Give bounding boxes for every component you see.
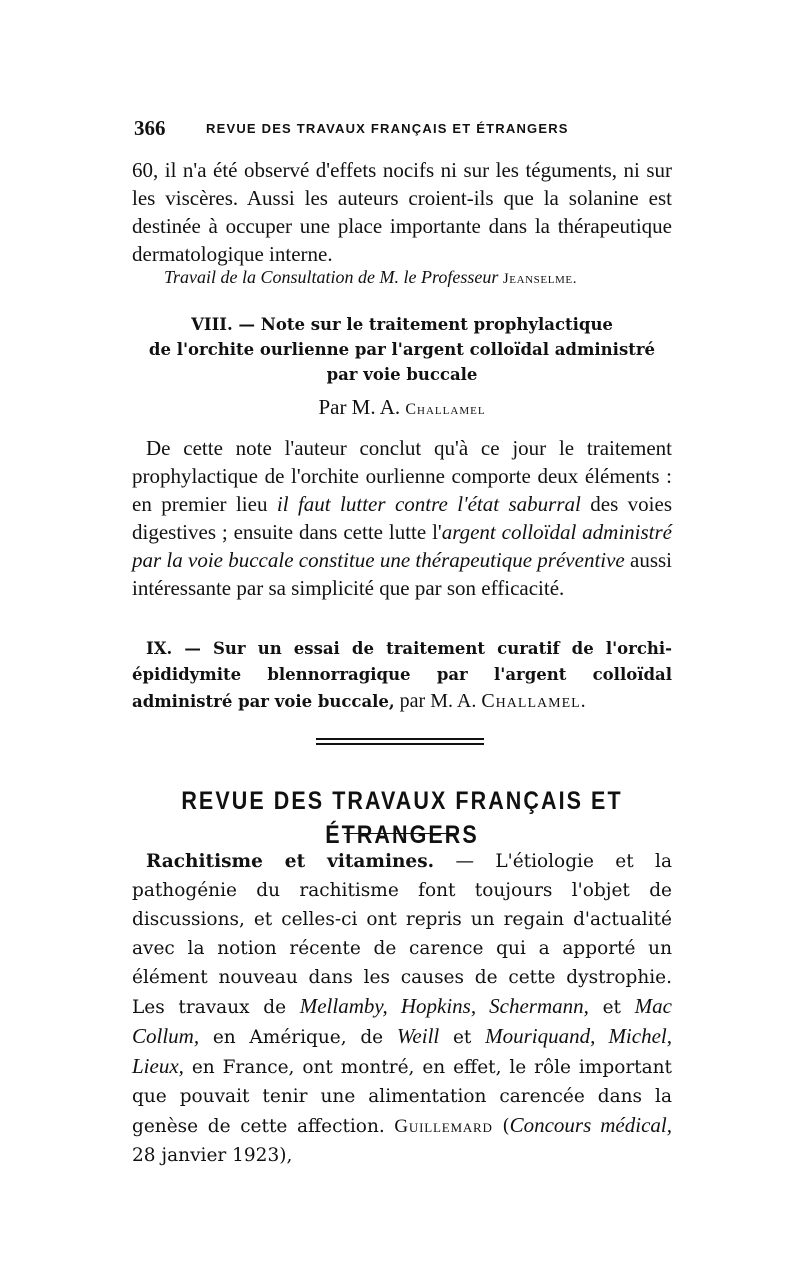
running-title: REVUE DES TRAVAUX FRANÇAIS ET ÉTRANGERS xyxy=(206,121,569,136)
note-ix-author-prefix: par M. A. xyxy=(394,690,482,712)
note-viii-author-prefix: Par M. A. xyxy=(318,395,406,419)
note-viii-body-block xyxy=(132,434,672,602)
note-viii-body-part1: De cette note l'auteur conclut qu'à ce jour le traitement prophylactique de l'orchite ourlienne comporte deux éléments : en premier lieu xyxy=(132,436,672,516)
note-ix-author-name: Challamel. xyxy=(481,690,587,712)
article-rachitisme xyxy=(132,847,672,1170)
article-name3: Weill xyxy=(396,1024,440,1048)
article-text7: 28 janvier 1923), xyxy=(132,1145,293,1166)
article-text3: en Amérique, de xyxy=(199,1027,397,1048)
double-rule-bottom xyxy=(316,743,484,745)
intro-paragraph: 60, il n'a été observé d'effets nocifs ni sur les téguments, ni sur les viscères. Aussi les auteurs croient-ils que la solanine est destinée à occuper une place importante dans la thérapeutique dermatologique interne. xyxy=(132,158,672,266)
intro-paragraph-block xyxy=(132,156,672,268)
note-viii-title-line1: VIII. — Note sur le traitement prophylactique xyxy=(191,315,613,334)
credit-name: Jeanselme. xyxy=(502,271,578,287)
note-viii-body xyxy=(132,434,672,602)
credit-prefix: Travail de la Consultation de M. le Professeur xyxy=(164,267,503,287)
consultation-credit xyxy=(164,264,674,292)
note-viii-author-name: Challamel xyxy=(405,401,486,418)
article-run-in-title: Rachitisme et vitamines. xyxy=(146,851,435,872)
note-viii-body-italic2: argent colloïdal administré par la voie buccale constitue une thérapeutique préventive xyxy=(132,520,672,572)
article-text1: — L'étiologie et la pathogénie du rachitisme font toujours l'objet de discussions, et celles-ci ont repris un regain d'actualité avec la notion récente de carence qui a apporté un élément nouveau dans les causes de cette dystrophie. Les travaux de xyxy=(132,851,672,1018)
article-text6: ( xyxy=(492,1116,510,1137)
note-viii-title-line2: de l'orchite ourlienne par l'argent colloïdal administré xyxy=(148,340,656,359)
article-text2: et xyxy=(588,997,635,1018)
article-text4: et xyxy=(439,1027,486,1048)
note-viii-author xyxy=(132,394,672,423)
note-viii-body-part2: des voies digestives ; ensuite dans cette lutte l' xyxy=(132,492,673,544)
article-name4: Mouriquand, Michel, Lieux, xyxy=(132,1024,672,1078)
note-ix-title-bold: IX. — Sur un essai de traitement curatif de l'orchi-épididymite blennorragique par l'argent colloïdal administré par voie buccale, xyxy=(132,639,672,711)
article-author: Guillemard xyxy=(394,1116,493,1137)
double-rule-top xyxy=(316,738,484,740)
page-number: 366 xyxy=(134,116,166,140)
running-head xyxy=(134,116,680,140)
article-name1: Mellamby, Hopkins, Schermann, xyxy=(299,994,589,1018)
section-rule xyxy=(344,833,456,834)
article-text5: en France, ont montré, en effet, le rôle important que pouvait tenir une alimentation carencée dans la genèse de cette affection. xyxy=(132,1057,672,1137)
note-viii-body-part3: aussi intéressante par sa simplicité que par son efficacité. xyxy=(132,548,673,600)
article-journal: Concours médical, xyxy=(509,1113,672,1137)
note-viii-title-line3: par voie buccale xyxy=(326,365,478,384)
note-ix-title xyxy=(132,636,672,715)
note-viii-body-italic1: il faut lutter contre l'état saburral xyxy=(276,492,581,516)
section-title: REVUE DES TRAVAUX FRANÇAIS ET ÉTRANGERS xyxy=(181,787,623,849)
article-name2: Mac Collum, xyxy=(132,994,672,1048)
note-viii-title xyxy=(132,312,672,387)
